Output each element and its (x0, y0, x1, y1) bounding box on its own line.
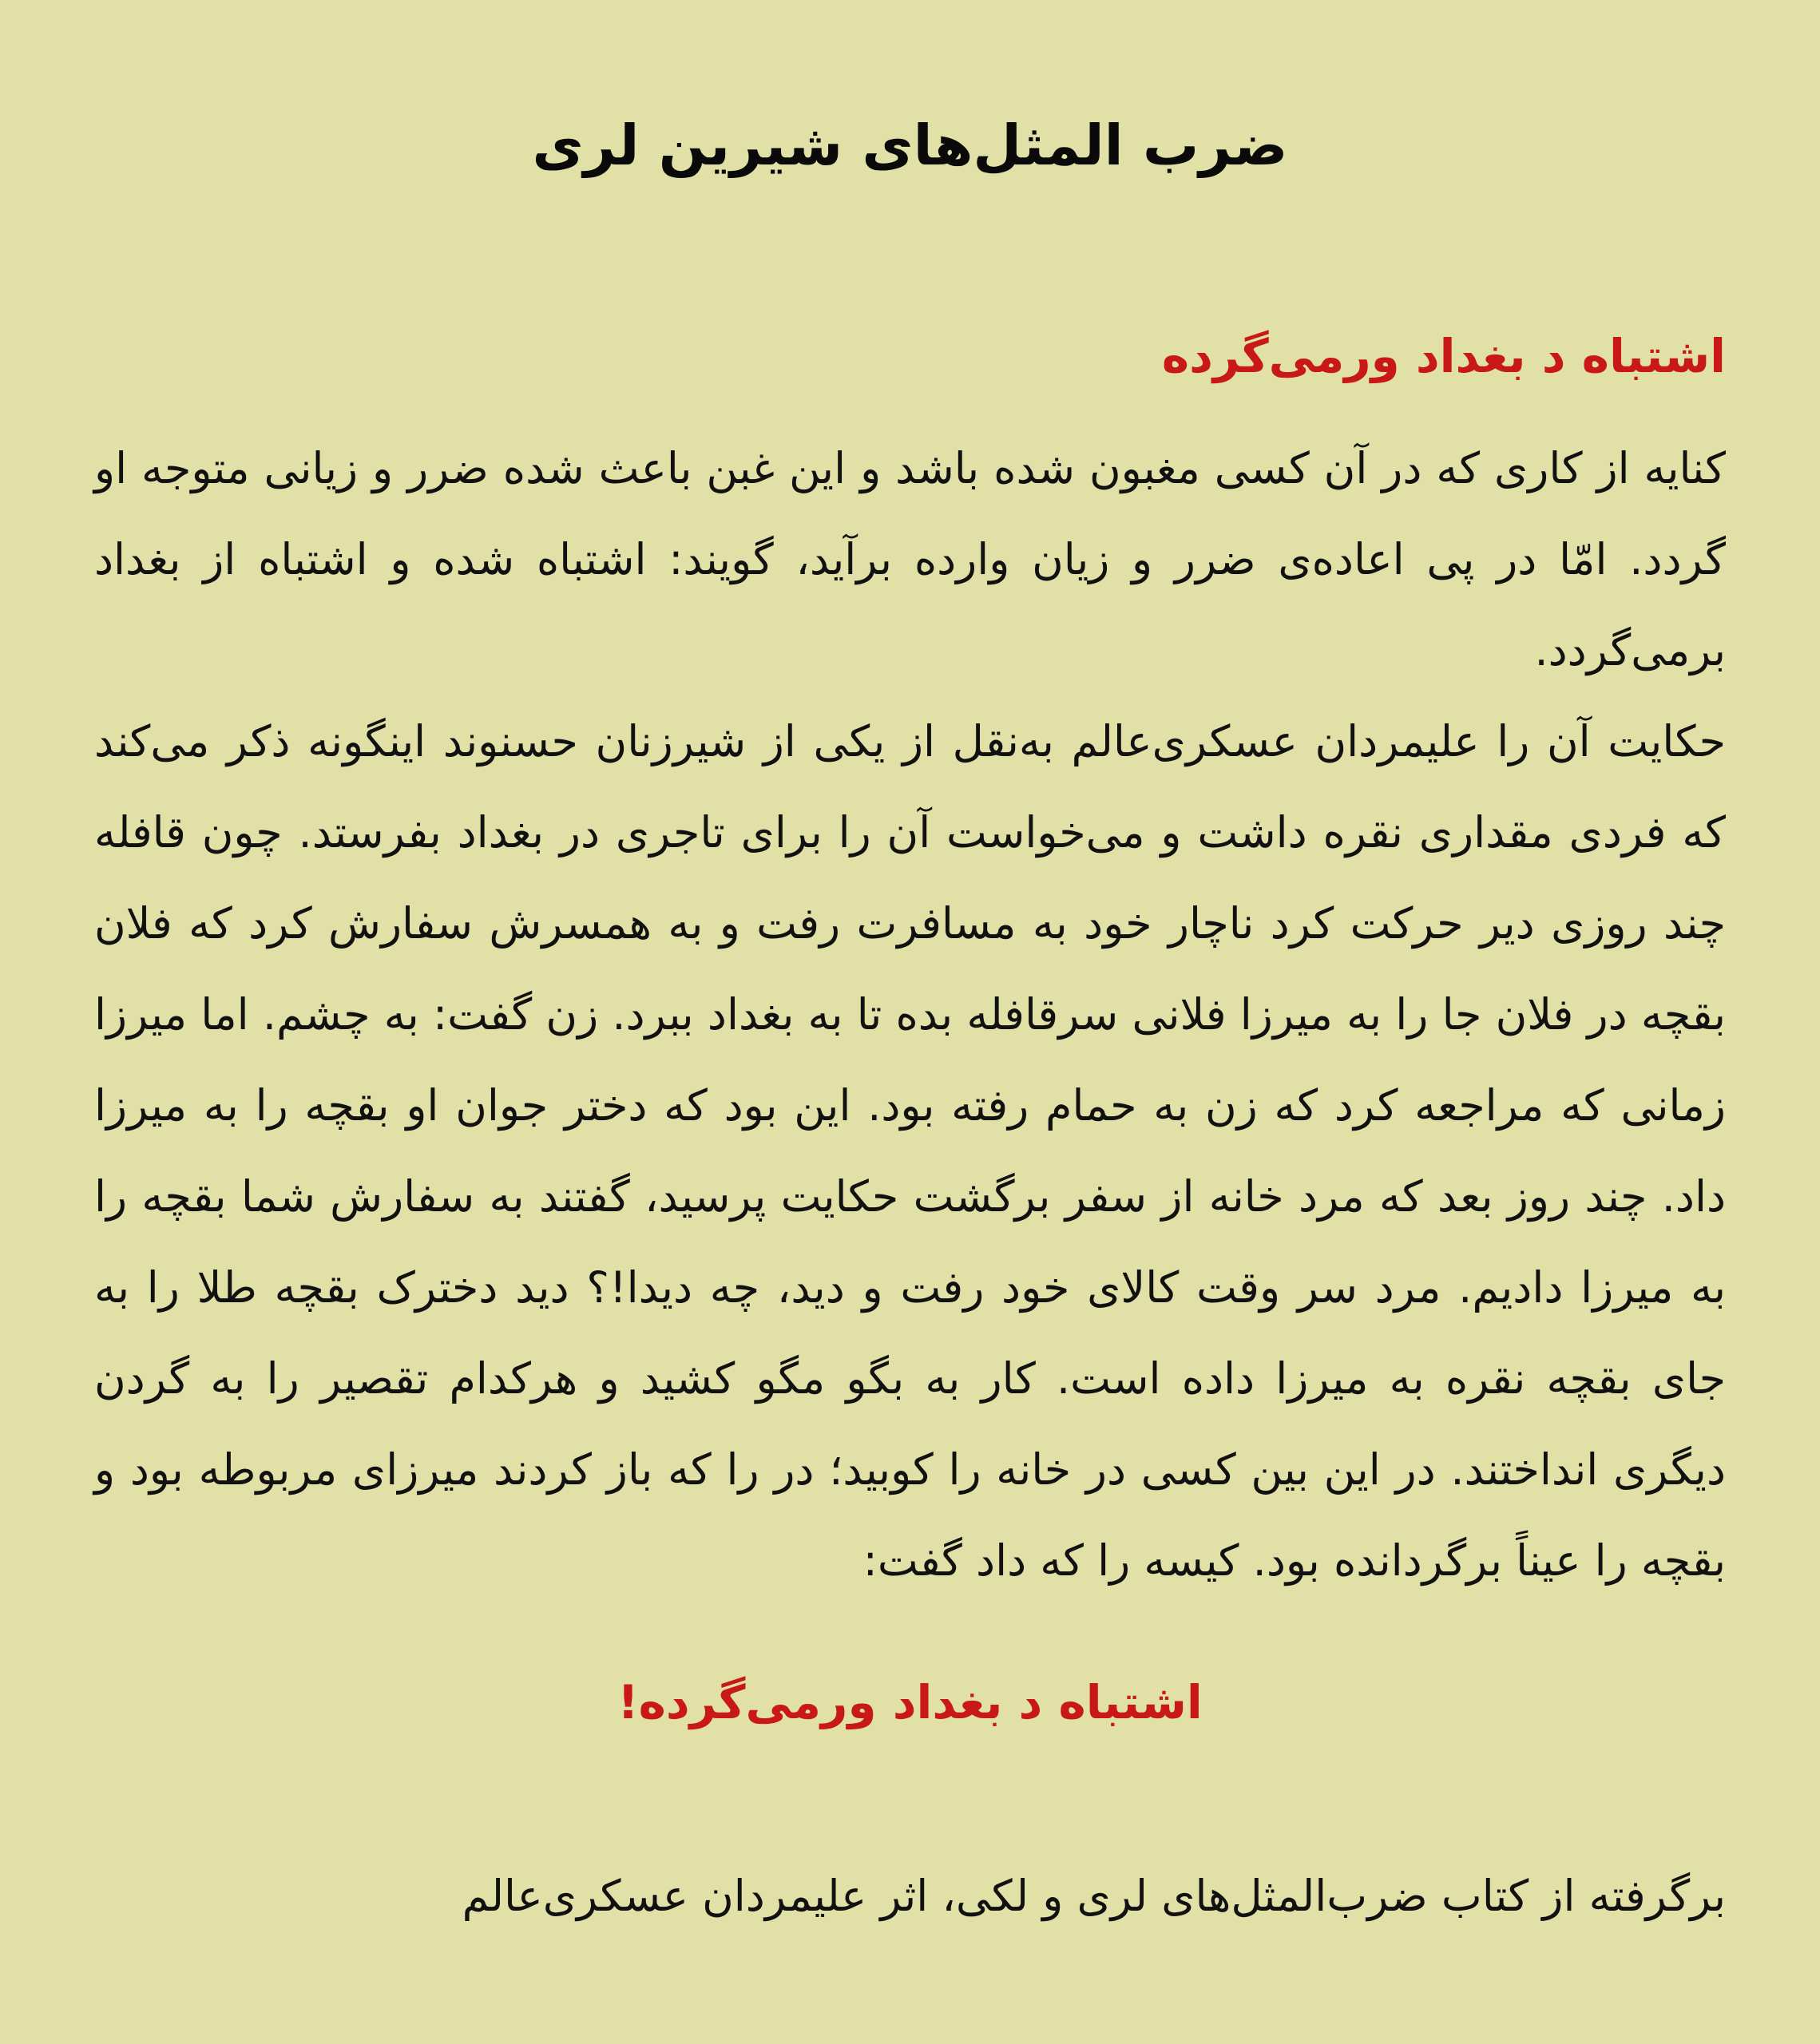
proverb-explanation (94, 423, 1726, 1606)
page-title: ضرب المثل‌های شیرین لری (532, 113, 1288, 178)
proverb-punchline: اشتباه د بغداد ورمی‌گرده! (617, 1675, 1203, 1729)
story-paragraph: حکایت آن را علیمردان عسکری‌عالم به‌نقل از یکی از شیرزنان حسنوند اینگونه ذکر می‌کند که فردی مقداری نقره داشت و می‌خواست آن را برای تاجری در بغداد بفرستد. چون قافله چند روزی دیر حرکت کرد ناچار خود به مسافرت رفت و به همسرش سفارش کرد که فلان بقچه در فلان جا را به میرزا فلانی سرقافله بده تا به بغداد ببرد. زن گفت: به چشم. اما میرزا زمانی که مراجعه کرد که زن به حمام رفته بود. این بود که دختر جوان او بقچه را به میرزا داد. چند روز بعد که مرد خانه از سفر برگشت حکایت پرسید، گفتند به سفارش شما بقچه را به میرزا دادیم. مرد سر وقت کالای خود رفت و دید، چه دیدا!؟ دید دخترک بقچه طلا را به جای بقچه نقره به میرزا داده است. کار به بگو مگو کشید و هرکدام تقصیر را به گردن دیگری انداختند. در این بین کسی در خانه را کوبید؛ در را که باز کردند میرزای مربوطه بود و بقچه را عیناً برگردانده بود. کیسه را که داد گفت: (94, 716, 1726, 1586)
proverb-heading: اشتباه د بغداد ورمی‌گرده (1161, 329, 1726, 383)
source-credit: برگرفته از کتاب ضرب‌المثل‌های لری و لکی، اثر علیمردان عسکری‌عالم (462, 1871, 1726, 1921)
meaning-paragraph: کنایه از کاری که در آن کسی مغبون شده باشد و این غبن باعث شده ضرر و زیانی متوجه او گردد. امّا در پی اعاده‌ی ضرر و زیان وارده برآید، گویند: اشتباه شده و اشتباه از بغداد برمی‌گردد. (94, 443, 1726, 675)
